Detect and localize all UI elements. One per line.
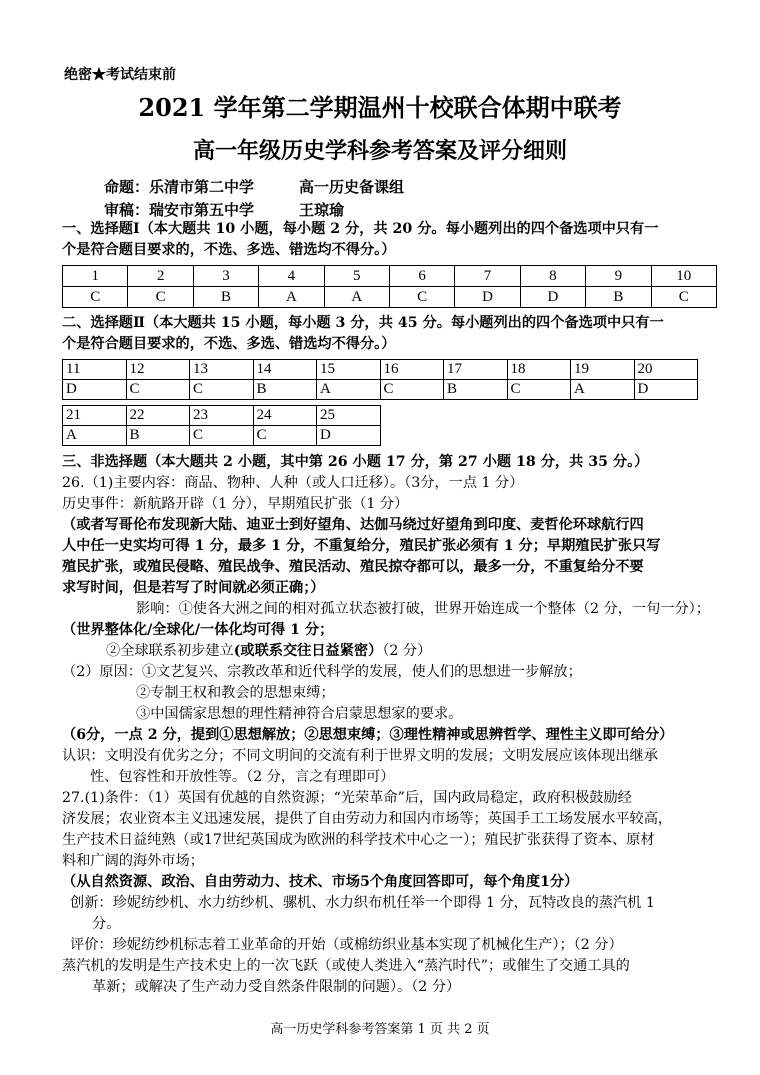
answer-table-2 — [62, 359, 698, 400]
question-number: 10 — [651, 266, 716, 287]
question-number: 12 — [126, 360, 190, 380]
question-number: 11 — [63, 360, 127, 380]
q27-conditions: 27.(1)条件：（1）英国有优越的自然资源；“光荣革命”后，国内政局稳定，政府积极鼓励经 — [62, 790, 632, 806]
answer-cell: A — [63, 426, 127, 446]
question-number: 20 — [634, 360, 698, 380]
q26-scoring-note: （或者写哥伦布发现新大陆、迪亚士到好望角、达伽马绕过好望角到印度、麦哲伦环球航行四 — [62, 517, 644, 533]
q27-conditions: 料和广阔的海外市场； — [62, 853, 204, 869]
exam-title: 2021 学年第二学期温州十校联合体期中联考 — [138, 93, 622, 122]
answer-cell: B — [193, 287, 258, 308]
question-number: 2 — [128, 266, 193, 287]
answer-cell: C — [63, 287, 128, 308]
q26-content: 26.（1)主要内容：商品、物种、人种（或人口迁移）。（3分，一点 1 分） — [62, 475, 524, 491]
q27-conditions: 济发展；农业资本主义迅速发展，提供了自由劳动力和国内市场等；英国手工工场发展水平较高， — [62, 811, 673, 827]
question-number: 18 — [507, 360, 571, 380]
q26-scoring-note: 殖民扩张，或殖民侵略、殖民战争、殖民活动、殖民掠夺都可以，最多一分，不重复给分不要 — [62, 559, 644, 575]
q27-evaluation-3: 革新；或解决了生产动力受自然条件限制的问题）。（2 分） — [92, 979, 461, 995]
answer-cell: B — [126, 426, 190, 446]
question-number: 19 — [571, 360, 635, 380]
document-subtitle: 高一年级历史学科参考答案及评分细则 — [192, 138, 567, 164]
answer-cell: D — [520, 287, 585, 308]
q26-reason-note: （6分，一点 2 分，提到①思想解放；②思想束缚；③理性精神或思辨哲学、理性主义即可给分） — [62, 727, 674, 743]
answer-cell: A — [324, 287, 389, 308]
q26-influence: 影响：①使各大洲之间的相对孤立状态被打破，世界开始连成一个整体（2 分，一句一分）； — [136, 601, 710, 617]
question-number: 25 — [317, 406, 381, 426]
q26-influence-2: ②全球联系初步建立(或联系交往日益紧密）（2 分） — [106, 643, 432, 659]
answer-cell: A — [317, 380, 381, 400]
answer-cell: C — [253, 426, 317, 446]
section2-heading: 二、选择题Ⅱ（本大题共 15 小题，每小题 3 分，共 45 分。每小题列出的四个备选项中只有一 个是符合题目要求的，不选、多选、错选均不得分。） — [62, 315, 664, 352]
section1-heading: 一、选择题Ⅰ（本大题共 10 小题，每小题 2 分，共 20 分。每小题列出的四个备选项中只有一 个是符合题目要求的，不选、多选、错选均不得分。） — [62, 221, 659, 258]
answer-table-1 — [62, 265, 717, 308]
q26-reason-2: ②专制王权和教会的思想束缚； — [136, 685, 335, 701]
q26-events: 历史事件：新航路开辟（1 分），早期殖民扩张（1 分） — [62, 496, 409, 512]
answer-cell: C — [507, 380, 571, 400]
q26-understanding-2: 性、包容性和开放性等。（2 分，言之有理即可） — [90, 769, 395, 785]
question-number: 21 — [63, 406, 127, 426]
question-number: 15 — [317, 360, 381, 380]
q26-reason-3: ③中国儒家思想的理性精神符合启蒙思想家的要求。 — [136, 706, 463, 722]
question-number: 8 — [520, 266, 585, 287]
question-number-row — [63, 360, 698, 380]
q26-understanding: 认识：文明没有优劣之分；不同文明间的交流有利于世界文明的发展；文明发展应该体现出继承 — [62, 748, 658, 764]
question-number: 17 — [444, 360, 508, 380]
answer-row — [63, 380, 698, 400]
confidential-mark: 绝密★考试结束前 — [64, 67, 176, 83]
answer-cell: D — [63, 380, 127, 400]
question-number: 4 — [259, 266, 324, 287]
question-number: 6 — [389, 266, 454, 287]
q27-evaluation: 评价：珍妮纺纱机标志着工业革命的开始（或棉纺织业基本实现了机械化生产）；（2 分） — [70, 937, 623, 953]
proposer-line: 命题：乐清市第二中学 高一历史备课组 — [104, 178, 405, 196]
question-number: 7 — [455, 266, 520, 287]
answer-cell: D — [317, 426, 381, 446]
question-number: 13 — [190, 360, 254, 380]
question-number: 14 — [253, 360, 317, 380]
answer-cell: B — [444, 380, 508, 400]
q26-reasons: （2）原因：①文艺复兴、宗教改革和近代科学的发展，使人们的思想进一步解放； — [62, 664, 582, 680]
question-number: 1 — [63, 266, 128, 287]
q26-influence-note: （世界整体化/全球化/一体化均可得 1 分； — [62, 622, 334, 638]
q27-innovation-2: 分。 — [92, 916, 121, 932]
answer-row — [63, 426, 381, 446]
section3-body — [62, 452, 712, 998]
page-footer: 高一历史学科参考答案第 1 页 共 2 页 — [270, 1022, 490, 1037]
answer-cell: C — [190, 426, 254, 446]
answer-cell: B — [253, 380, 317, 400]
section3-heading: 三、非选择题（本大题共 2 小题，其中第 26 小题 17 分，第 27 小题 18 分，共 35 分。） — [62, 454, 649, 470]
answer-cell: A — [571, 380, 635, 400]
answer-cell: C — [126, 380, 190, 400]
answer-cell: C — [389, 287, 454, 308]
answer-cell: C — [190, 380, 254, 400]
question-number-row — [63, 266, 717, 287]
q27-conditions-note: （从自然资源、政治、自由劳动力、技术、市场5个角度回答即可，每个角度1分） — [62, 874, 579, 890]
q27-innovation: 创新：珍妮纺纱机、水力纺纱机、骡机、水力织布机任举一个即得 1 分，瓦特改良的蒸汽机 1 — [70, 895, 655, 911]
question-number: 5 — [324, 266, 389, 287]
answer-cell: C — [380, 380, 444, 400]
q27-evaluation-2: 蒸汽机的发明是生产技术史上的一次飞跃（或使人类进入“蒸汽时代”；或催生了交通工具的 — [62, 958, 630, 974]
question-number: 16 — [380, 360, 444, 380]
answer-cell: C — [128, 287, 193, 308]
answer-row — [63, 287, 717, 308]
question-number: 23 — [190, 406, 254, 426]
answer-cell: D — [455, 287, 520, 308]
answer-cell: A — [259, 287, 324, 308]
question-number-row — [63, 406, 381, 426]
q26-scoring-note: 人中任一史实均可得 1 分，最多 1 分，不重复给分，殖民扩张必须有 1 分；早期殖民扩张只写 — [62, 538, 661, 554]
reviewer-line: 审稿：瑞安市第五中学 王琼瑜 — [104, 201, 345, 219]
answer-table-3 — [62, 405, 381, 446]
q26-scoring-note: 求写时间，但是若写了时间就必须正确；） — [62, 580, 325, 596]
question-number: 3 — [193, 266, 258, 287]
q27-conditions: 生产技术日益纯熟（或17世纪英国成为欧洲的科学技术中心之一）；殖民扩张获得了资本、原材 — [62, 832, 655, 848]
question-number: 24 — [253, 406, 317, 426]
question-number: 9 — [586, 266, 651, 287]
answer-cell: D — [634, 380, 698, 400]
answer-cell: B — [586, 287, 651, 308]
answer-cell: C — [651, 287, 716, 308]
question-number: 22 — [126, 406, 190, 426]
